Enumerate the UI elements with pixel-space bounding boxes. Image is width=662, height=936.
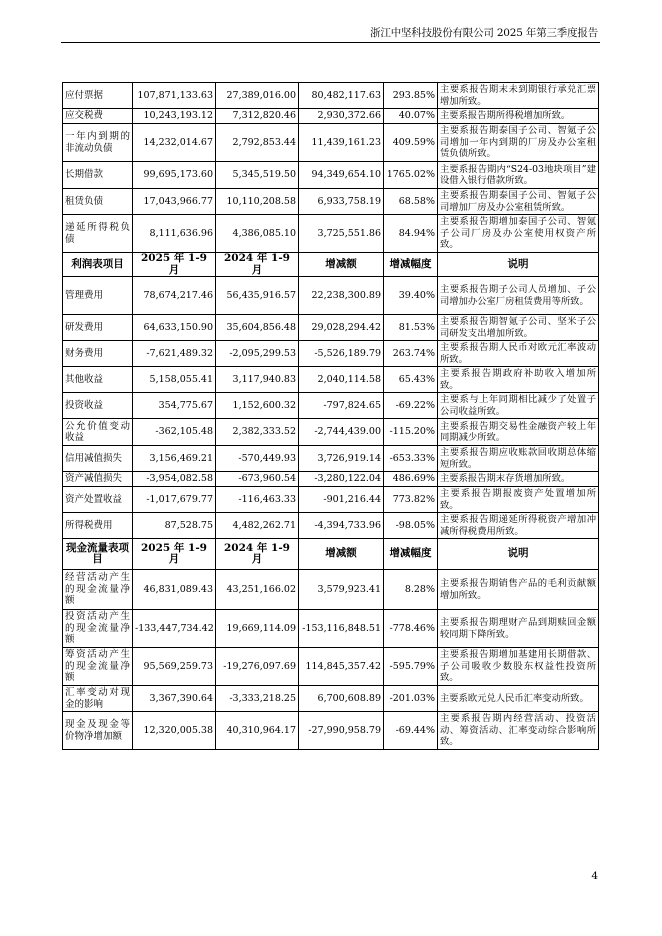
row-current: 10,243,193.12 bbox=[133, 109, 216, 124]
row-change: 22,238,300.89 bbox=[299, 277, 384, 315]
row-change: 3,726,919.14 bbox=[299, 446, 384, 472]
row-percent: -115.20% bbox=[384, 419, 438, 446]
row-percent: 1765.02% bbox=[384, 162, 438, 189]
row-item: 财务费用 bbox=[63, 341, 133, 367]
table-row bbox=[63, 162, 599, 189]
header-item: 现金流量表项目 bbox=[63, 539, 133, 570]
row-note: 主要系报告期末存货增加所致。 bbox=[438, 472, 599, 487]
header-current: 2025 年 1-9 月 bbox=[133, 253, 216, 277]
row-current: 95,569,259.73 bbox=[133, 648, 216, 686]
row-item: 汇率变动对现金的影响 bbox=[63, 686, 133, 712]
row-change: -27,990,958.79 bbox=[299, 712, 384, 750]
row-note: 主要系报告期末未到期银行承兑汇票增加所致。 bbox=[438, 83, 599, 109]
table-row bbox=[63, 610, 599, 648]
header-change: 增减额 bbox=[299, 539, 384, 570]
cashflow-section-header bbox=[63, 539, 599, 570]
row-previous: 27,389,016.00 bbox=[216, 83, 299, 109]
row-change: 11,439,161.23 bbox=[299, 124, 384, 162]
row-item: 长期借款 bbox=[63, 162, 133, 189]
row-previous: -2,095,299.53 bbox=[216, 341, 299, 367]
row-current: 78,674,217.46 bbox=[133, 277, 216, 315]
table-row bbox=[63, 393, 599, 419]
row-percent: 68.58% bbox=[384, 189, 438, 215]
row-current: 46,831,089.43 bbox=[133, 570, 216, 610]
header-change: 增减额 bbox=[299, 253, 384, 277]
row-previous: -673,960.54 bbox=[216, 472, 299, 487]
row-previous: 2,792,853.44 bbox=[216, 124, 299, 162]
row-item: 所得税费用 bbox=[63, 513, 133, 539]
row-item: 管理费用 bbox=[63, 277, 133, 315]
row-previous: 43,251,166.02 bbox=[216, 570, 299, 610]
row-change: 114,845,357.42 bbox=[299, 648, 384, 686]
row-change: 94,349,654.10 bbox=[299, 162, 384, 189]
income-section-header bbox=[63, 253, 599, 277]
table-row bbox=[63, 189, 599, 215]
row-note: 主要系报告期报废资产处置增加所致。 bbox=[438, 487, 599, 513]
row-item: 现金及现金等价物净增加额 bbox=[63, 712, 133, 750]
row-previous: 19,669,114.09 bbox=[216, 610, 299, 648]
row-percent: 40.07% bbox=[384, 109, 438, 124]
row-note: 主要系报告期子公司人员增加、子公司增加办公室厂房租赁费用等所致。 bbox=[438, 277, 599, 315]
row-item: 递延所得税负债 bbox=[63, 215, 133, 253]
row-percent: 65.43% bbox=[384, 367, 438, 393]
row-current: 64,633,150.90 bbox=[133, 315, 216, 341]
row-percent: 84.94% bbox=[384, 215, 438, 253]
page-number: 4 bbox=[591, 870, 598, 882]
row-item: 资产减值损失 bbox=[63, 472, 133, 487]
row-change: 3,725,551.86 bbox=[299, 215, 384, 253]
row-change: 6,700,608.89 bbox=[299, 686, 384, 712]
row-current: 99,695,173.60 bbox=[133, 162, 216, 189]
row-current: 87,528.75 bbox=[133, 513, 216, 539]
table-row bbox=[63, 341, 599, 367]
row-item: 研发费用 bbox=[63, 315, 133, 341]
row-percent: 486.69% bbox=[384, 472, 438, 487]
row-previous: 3,117,940.83 bbox=[216, 367, 299, 393]
row-percent: 8.28% bbox=[384, 570, 438, 610]
header-previous: 2024 年 1-9 月 bbox=[216, 253, 299, 277]
row-previous: 4,386,085.10 bbox=[216, 215, 299, 253]
row-item: 应交税费 bbox=[63, 109, 133, 124]
row-percent: 773.82% bbox=[384, 487, 438, 513]
table-row bbox=[63, 712, 599, 750]
row-percent: 263.74% bbox=[384, 341, 438, 367]
row-previous: 4,482,262.71 bbox=[216, 513, 299, 539]
row-item: 投资活动产生的现金流量净额 bbox=[63, 610, 133, 648]
financial-change-table bbox=[62, 82, 599, 750]
row-current: -1,017,679.77 bbox=[133, 487, 216, 513]
row-change: -5,526,189.79 bbox=[299, 341, 384, 367]
row-item: 资产处置收益 bbox=[63, 487, 133, 513]
header-note: 说明 bbox=[438, 539, 599, 570]
table-row bbox=[63, 367, 599, 393]
table-row bbox=[63, 83, 599, 109]
table-row bbox=[63, 648, 599, 686]
row-note: 主要系报告期销售产品的毛利贡献额增加所致。 bbox=[438, 570, 599, 610]
row-item: 信用减值损失 bbox=[63, 446, 133, 472]
row-previous: -19,276,097.69 bbox=[216, 648, 299, 686]
row-current: 107,871,133.63 bbox=[133, 83, 216, 109]
row-current: 354,775.67 bbox=[133, 393, 216, 419]
header-note: 说明 bbox=[438, 253, 599, 277]
row-previous: -570,449.93 bbox=[216, 446, 299, 472]
table-row bbox=[63, 109, 599, 124]
row-percent: -778.46% bbox=[384, 610, 438, 648]
row-note: 主要系报告期智氪子公司、坚米子公司研发支出增加所致。 bbox=[438, 315, 599, 341]
row-percent: 293.85% bbox=[384, 83, 438, 109]
row-note: 主要系与上年同期相比减少了处置子公司收益所致。 bbox=[438, 393, 599, 419]
row-percent: -98.05% bbox=[384, 513, 438, 539]
table-row bbox=[63, 124, 599, 162]
row-current: 3,367,390.64 bbox=[133, 686, 216, 712]
row-percent: -653.33% bbox=[384, 446, 438, 472]
row-current: 5,158,055.41 bbox=[133, 367, 216, 393]
row-note: 主要系报告期递延所得税资产增加冲减所得税费用所致。 bbox=[438, 513, 599, 539]
table-row bbox=[63, 215, 599, 253]
row-note: 主要系报告期人民币对欧元汇率波动所致。 bbox=[438, 341, 599, 367]
row-change: -153,116,848.51 bbox=[299, 610, 384, 648]
row-note: 主要系报告期所得税增加所致。 bbox=[438, 109, 599, 124]
row-change: -3,280,122.04 bbox=[299, 472, 384, 487]
row-change: -901,216.44 bbox=[299, 487, 384, 513]
page-header-title: 浙江中坚科技股份有限公司 2025 年第三季度报告 bbox=[370, 27, 598, 39]
row-item: 筹资活动产生的现金流量净额 bbox=[63, 648, 133, 686]
row-item: 租赁负债 bbox=[63, 189, 133, 215]
row-note: 主要系报告期增加基建用长期借款、子公司吸收少数股东权益性投资所致。 bbox=[438, 648, 599, 686]
row-change: 3,579,923.41 bbox=[299, 570, 384, 610]
table-row bbox=[63, 570, 599, 610]
header-percent: 增减幅度 bbox=[384, 253, 438, 277]
row-note: 主要系报告期泰国子公司、智氪子公司增加厂房及办公室租赁所致。 bbox=[438, 189, 599, 215]
row-change: 2,040,114.58 bbox=[299, 367, 384, 393]
row-note: 主要系报告期政府补助收入增加所致。 bbox=[438, 367, 599, 393]
row-current: 12,320,005.38 bbox=[133, 712, 216, 750]
row-previous: 10,110,208.58 bbox=[216, 189, 299, 215]
table-row bbox=[63, 472, 599, 487]
row-previous: 5,345,519.50 bbox=[216, 162, 299, 189]
row-current: 3,156,469.21 bbox=[133, 446, 216, 472]
row-note: 主要系报告期内经营活动、投资活动、筹资活动、汇率变动综合影响所致。 bbox=[438, 712, 599, 750]
row-current: -362,105.48 bbox=[133, 419, 216, 446]
header-rule bbox=[61, 42, 600, 43]
row-change: 80,482,117.63 bbox=[299, 83, 384, 109]
row-item: 投资收益 bbox=[63, 393, 133, 419]
row-note: 主要系报告期交易性金融资产较上年同期减少所致。 bbox=[438, 419, 599, 446]
row-previous: 2,382,333.52 bbox=[216, 419, 299, 446]
row-change: -4,394,733.96 bbox=[299, 513, 384, 539]
row-previous: 56,435,916.57 bbox=[216, 277, 299, 315]
row-previous: -116,463.33 bbox=[216, 487, 299, 513]
table-row bbox=[63, 487, 599, 513]
table-row bbox=[63, 686, 599, 712]
row-previous: 1,152,600.32 bbox=[216, 393, 299, 419]
table-row bbox=[63, 277, 599, 315]
row-percent: 39.40% bbox=[384, 277, 438, 315]
row-current: 14,232,014.67 bbox=[133, 124, 216, 162]
row-percent: -69.22% bbox=[384, 393, 438, 419]
row-current: -7,621,489.32 bbox=[133, 341, 216, 367]
row-percent: -201.03% bbox=[384, 686, 438, 712]
row-note: 主要系报告期理财产品到期赎回金额较同期下降所致。 bbox=[438, 610, 599, 648]
header-item: 利润表项目 bbox=[63, 253, 133, 277]
row-percent: -595.79% bbox=[384, 648, 438, 686]
header-percent: 增减幅度 bbox=[384, 539, 438, 570]
row-previous: 40,310,964.17 bbox=[216, 712, 299, 750]
row-current: 17,043,966.77 bbox=[133, 189, 216, 215]
row-change: -797,824.65 bbox=[299, 393, 384, 419]
row-item: 应付票据 bbox=[63, 83, 133, 109]
table-row bbox=[63, 513, 599, 539]
header-current: 2025 年 1-9 月 bbox=[133, 539, 216, 570]
row-change: 2,930,372.66 bbox=[299, 109, 384, 124]
row-previous: 7,312,820.46 bbox=[216, 109, 299, 124]
row-previous: -3,333,218.25 bbox=[216, 686, 299, 712]
header-previous: 2024 年 1-9 月 bbox=[216, 539, 299, 570]
row-percent: -69.44% bbox=[384, 712, 438, 750]
table-row bbox=[63, 446, 599, 472]
row-note: 主要系报告期增加泰国子公司、智氪子公司厂房及办公室使用权资产所致。 bbox=[438, 215, 599, 253]
row-note: 主要系欧元兑人民币汇率变动所致。 bbox=[438, 686, 599, 712]
table-row bbox=[63, 315, 599, 341]
row-change: 29,028,294.42 bbox=[299, 315, 384, 341]
row-previous: 35,604,856.48 bbox=[216, 315, 299, 341]
row-change: -2,744,439.00 bbox=[299, 419, 384, 446]
row-percent: 409.59% bbox=[384, 124, 438, 162]
table-row bbox=[63, 419, 599, 446]
row-item: 经营活动产生的现金流量净额 bbox=[63, 570, 133, 610]
row-item: 一年内到期的非流动负债 bbox=[63, 124, 133, 162]
row-note: 主要系报告期应收账款回收期总体缩短所致。 bbox=[438, 446, 599, 472]
row-current: 8,111,636.96 bbox=[133, 215, 216, 253]
row-change: 6,933,758.19 bbox=[299, 189, 384, 215]
row-item: 公允价值变动收益 bbox=[63, 419, 133, 446]
row-current: -3,954,082.58 bbox=[133, 472, 216, 487]
row-note: 主要系报告期内“S24-03地块项目”建设借入银行借款所致。 bbox=[438, 162, 599, 189]
row-item: 其他收益 bbox=[63, 367, 133, 393]
row-percent: 81.53% bbox=[384, 315, 438, 341]
row-note: 主要系报告期泰国子公司、智氪子公司增加一年内到期的厂房及办公室租赁负债所致。 bbox=[438, 124, 599, 162]
row-current: -133,447,734.42 bbox=[133, 610, 216, 648]
